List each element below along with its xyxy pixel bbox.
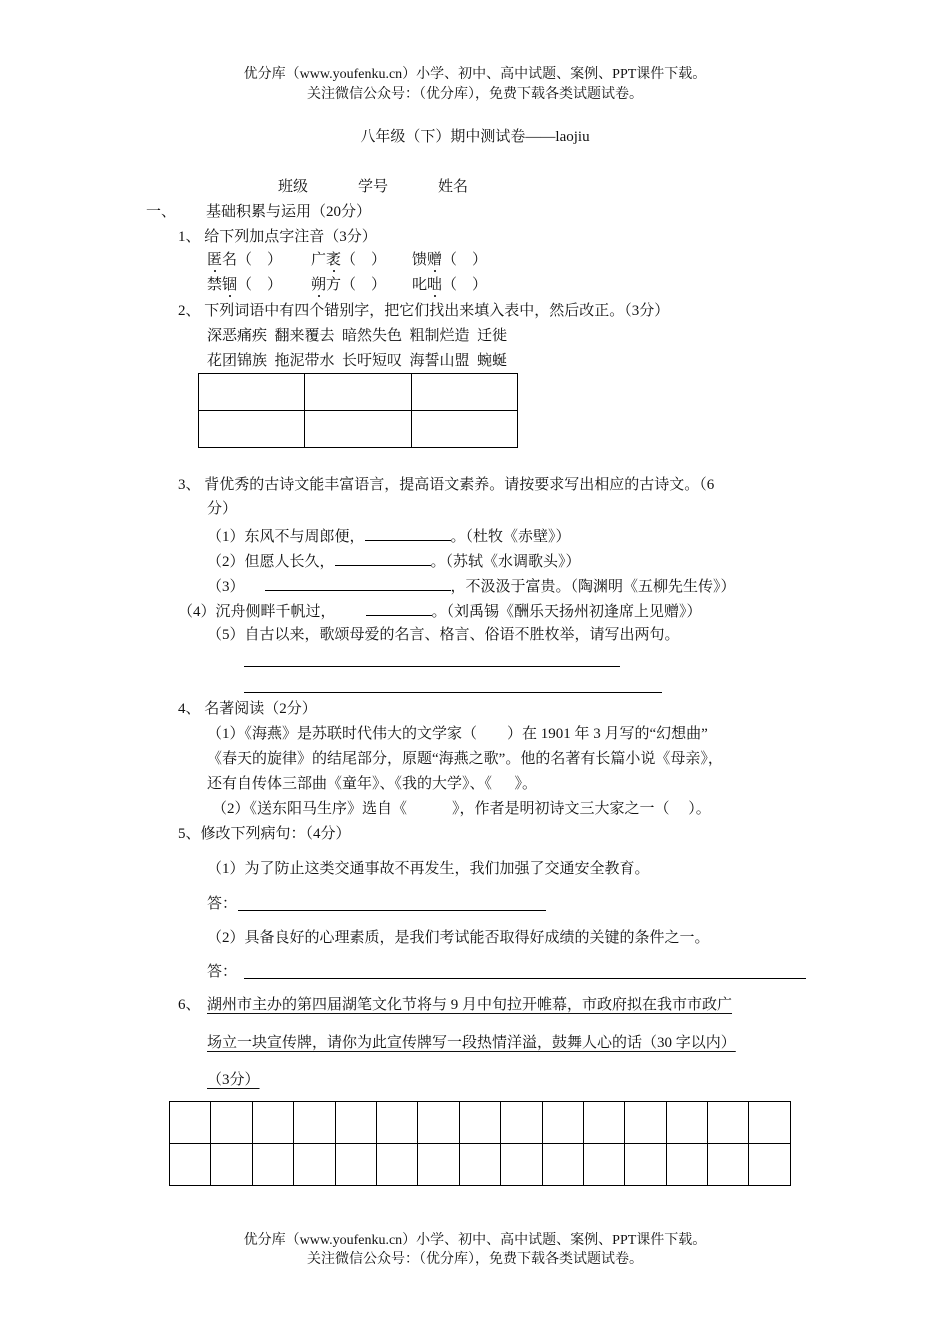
grid-cell[interactable] [708,1144,749,1186]
q3-item-3-suffix: ，不汲汲于富贵。（陶渊明《五柳先生传》） [450,579,736,595]
q3-item-3-prefix: （3） [207,579,245,595]
header-line-2: 关注微信公众号：（优分库），免费下载各类试题试卷。 [307,87,643,102]
footer-line-1: 优分库（www.youfenku.cn）小学、初中、高中试题、案例、PPT课件下载。 [243,1233,707,1248]
q1-word-3: 馈赠（ ） [412,252,488,268]
q1-word-5: 朔方（ ） [311,277,387,293]
q3-item-2 [207,551,581,571]
grid-cell[interactable] [708,1102,749,1144]
grid-cell[interactable] [666,1144,707,1186]
table-cell[interactable] [305,374,411,411]
q1-title: 1、 给下列加点字注音（3分） [178,229,377,245]
grid-cell[interactable] [418,1102,459,1144]
emphasis-dot [333,270,335,272]
grid-cell[interactable] [211,1144,252,1186]
grid-cell[interactable] [418,1144,459,1186]
grid-cell[interactable] [583,1144,624,1186]
q3-item-4-prefix: （4）沉舟侧畔千帆过， [178,604,336,620]
grid-cell[interactable] [625,1144,666,1186]
q2-words-line-1: 深恶痛疾 翻来覆去 暗然失色 粗制烂造 迁徙 [207,328,508,344]
table-cell[interactable] [199,374,305,411]
grid-cell[interactable] [252,1144,293,1186]
q4-line-4: （2）《送东阳马生序》选自《 》，作者是明初诗文三大家之一（ ）。 [212,801,711,817]
q4-line-3: 还有自传体三部曲《童年》、《我的大学》、《 》。 [207,776,538,792]
grid-cell[interactable] [335,1102,376,1144]
answer-line[interactable] [244,978,806,979]
grid-cell[interactable] [583,1102,624,1144]
q1-word-6: 叱咄（ ） [412,277,488,293]
correction-table [198,373,518,448]
q3-item-1 [207,526,571,546]
q6-number: 6、 [178,997,201,1013]
q1-word-4: 禁锢（ ） [207,277,283,293]
q3-item-4-suffix: 。（刘禹锡《酬乐天扬州初逢席上见赠》） [431,604,702,620]
q4-line-2: 《春天的旋律》的结尾部分，原题“海燕之歌”。他的名著有长篇小说《母亲》， [207,751,723,767]
grid-cell[interactable] [625,1102,666,1144]
emphasis-dot [229,295,231,297]
q5-sentence-1: （1）为了防止这类交通事故不再发生，我们加强了交通安全教育。 [207,861,650,877]
table-cell[interactable] [199,411,305,448]
q2-title: 2、 下列词语中有四个错别字，把它们找出来填入表中，然后改正。（3分） [178,303,670,319]
q4-line-1: （1）《海燕》是苏联时代伟大的文学家（ ）在 1901 年 3 月写的“幻想曲” [207,726,708,742]
grid-cell[interactable] [542,1144,583,1186]
grid-cell[interactable] [376,1144,417,1186]
grid-cell[interactable] [749,1144,791,1186]
section-heading: 一、 基础积累与运用（20分） [146,204,372,220]
grid-cell[interactable] [459,1102,500,1144]
grid-cell[interactable] [749,1102,791,1144]
emphasis-dot [214,270,216,272]
answer-line[interactable] [244,692,662,693]
header-line-1: 优分库（www.youfenku.cn）小学、初中、高中试题、案例、PPT课件下载。 [243,67,707,82]
footer-line-2: 关注微信公众号：（优分库），免费下载各类试题试卷。 [307,1252,643,1267]
q3-item-4 [178,601,702,621]
q5-title: 5、修改下列病句：（4分） [178,826,351,842]
q6-line-3: （3分） [207,1072,260,1088]
q5-sentence-2: （2）具备良好的心理素质，是我们考试能否取得好成绩的关键的条件之一。 [207,930,710,946]
student-number-label: 学号 [358,179,389,195]
q3-item-1-suffix: 。（杜牧《赤壁》） [450,529,571,545]
grid-cell[interactable] [211,1102,252,1144]
grid-cell[interactable] [666,1102,707,1144]
grid-cell[interactable] [501,1144,542,1186]
grid-cell[interactable] [542,1102,583,1144]
answer-blank[interactable] [265,576,451,591]
table-cell[interactable] [305,411,411,448]
q5-answer-2-label: 答： [207,964,238,980]
grid-cell[interactable] [170,1102,211,1144]
q3-item-3 [207,576,736,596]
q3-item-5: （5）自古以来，歌颂母爱的名言、格言、俗语不胜枚举，请写出两句。 [207,627,680,643]
student-name-label: 姓名 [438,179,469,195]
answer-blank[interactable] [365,526,451,541]
emphasis-dot [318,295,320,297]
grid-cell[interactable] [252,1102,293,1144]
emphasis-dot [434,270,436,272]
answer-line[interactable] [244,666,620,667]
page-title: 八年级（下）期中测试卷——laojiu [360,129,590,145]
answer-blank[interactable] [335,551,431,566]
q3-item-2-prefix: （2）但愿人长久， [207,554,335,570]
grid-cell[interactable] [501,1102,542,1144]
grid-cell[interactable] [459,1144,500,1186]
q6-line-2: 场立一块宣传牌，请你为此宣传牌写一段热情洋溢，鼓舞人心的话（30 字以内） [207,1035,736,1051]
q3-title-cont: 分） [207,501,238,517]
q1-word-1: 匿名（ ） [207,252,283,268]
q4-title: 4、 名著阅读（2分） [178,701,317,717]
q3-item-2-suffix: 。（苏轼《水调歌头》） [430,554,581,570]
writing-grid [169,1101,791,1186]
grid-cell[interactable] [294,1102,335,1144]
q5-answer-1-label: 答： [207,896,238,912]
q1-word-2: 广袤（ ） [311,252,387,268]
grid-cell[interactable] [376,1102,417,1144]
grid-cell[interactable] [294,1144,335,1186]
q3-title: 3、 背优秀的古诗文能丰富语言，提高语文素养。请按要求写出相应的古诗文。（6 [178,477,715,493]
q6-line-1: 湖州市主办的第四届湖笔文化节将与 9 月中旬拉开帷幕，市政府拟在我市市政广 [207,997,733,1013]
table-cell[interactable] [411,411,517,448]
grid-cell[interactable] [170,1144,211,1186]
class-label: 班级 [278,179,309,195]
answer-line[interactable] [238,910,546,911]
emphasis-dot [434,295,436,297]
grid-cell[interactable] [335,1144,376,1186]
q3-item-1-prefix: （1）东风不与周郎便， [207,529,365,545]
table-cell[interactable] [411,374,517,411]
q2-words-line-2: 花团锦族 拖泥带水 长吁短叹 海誓山盟 蜿蜒 [207,353,508,369]
answer-blank[interactable] [366,601,432,616]
